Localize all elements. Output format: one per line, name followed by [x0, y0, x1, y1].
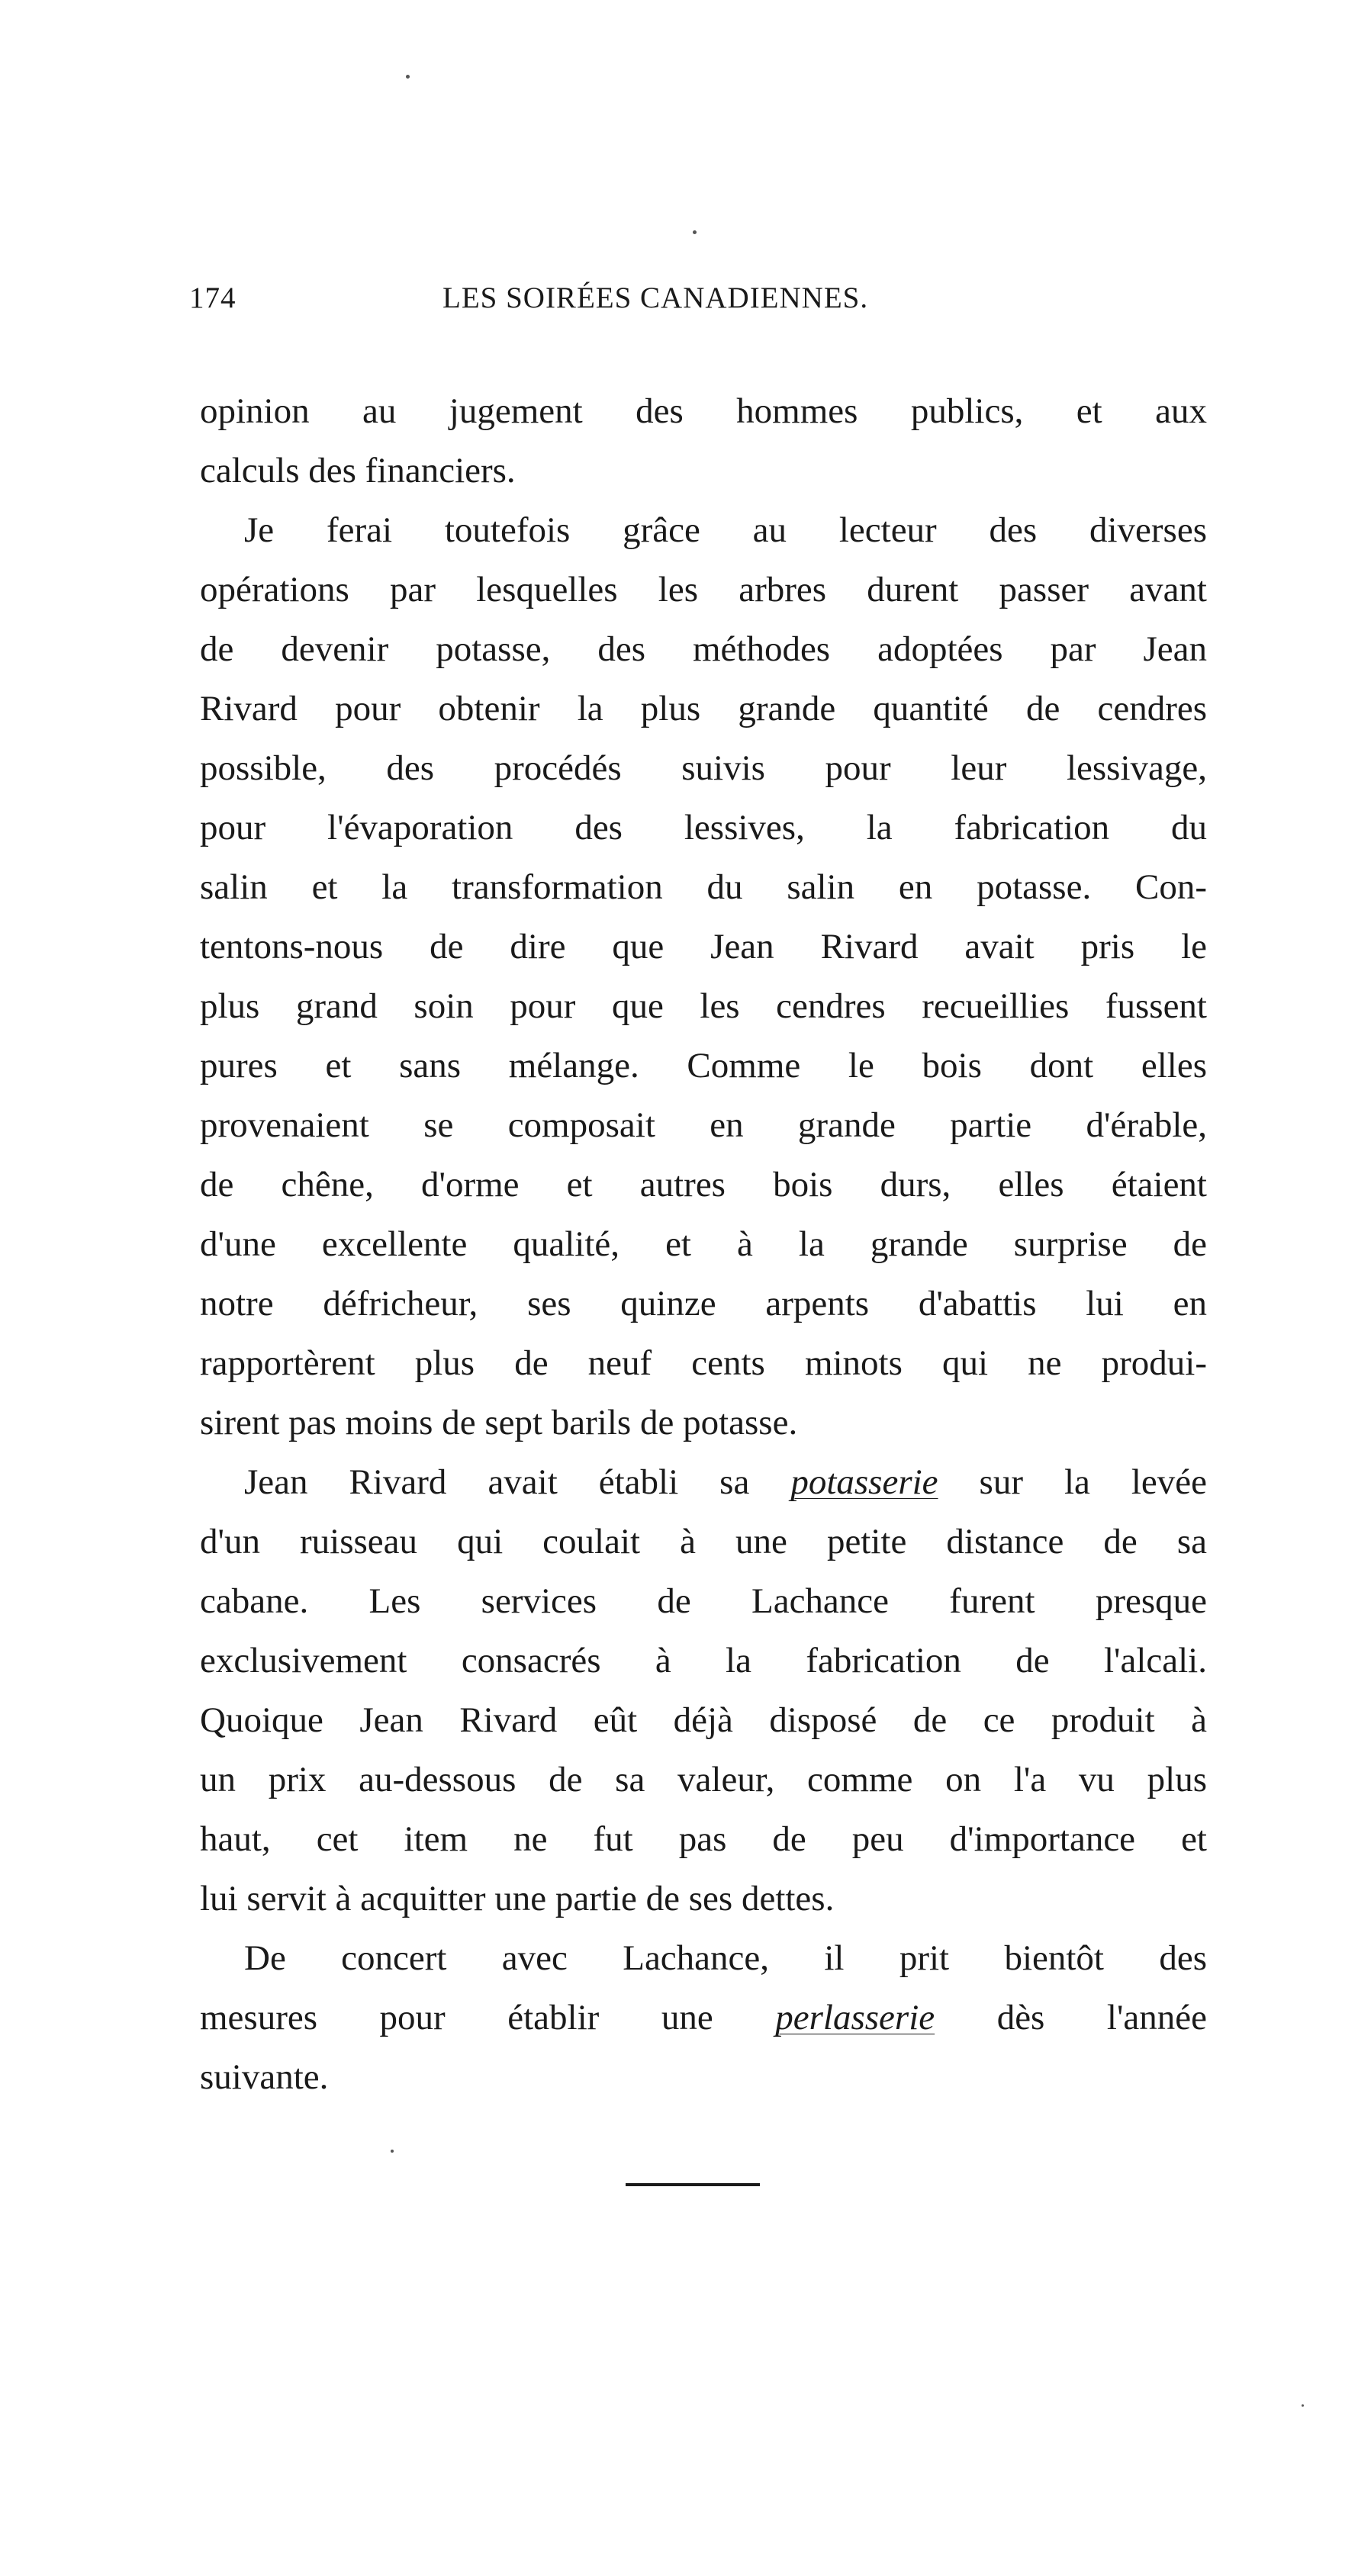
text-line: notre défricheur, ses quinze arpents d'abattis lui en	[200, 1284, 1207, 1323]
paper-speck	[406, 75, 410, 79]
page-header	[189, 281, 1196, 326]
text-line: cabane. Les services de Lachance furent presque	[200, 1581, 1207, 1621]
text-line: suivante.	[200, 2057, 329, 2097]
paper-speck	[1302, 2404, 1304, 2407]
text-fragment: avait établi sa	[488, 1462, 750, 1502]
text-fragment: mesures pour établir une	[200, 1998, 713, 2037]
text-line: pour l'évaporation des lessives, la fabrication du	[200, 808, 1207, 847]
text-line: d'une excellente qualité, et à la grande surprise de	[200, 1224, 1207, 1264]
text-line: pures et sans mélange. Comme le bois dont elles	[200, 1046, 1207, 1085]
text-line: de chêne, d'orme et autres bois durs, elles étaient	[200, 1165, 1207, 1204]
text-line: d'un ruisseau qui coulait à une petite distance de sa	[200, 1522, 1207, 1561]
section-end-rule	[626, 2183, 760, 2186]
paper-speck	[391, 2150, 394, 2153]
text-line: opinion au jugement des hommes publics, et aux	[200, 391, 1207, 431]
italic-term: potasserie	[790, 1462, 938, 1502]
text-line: De concert avec Lachance, il prit bientôt des	[244, 1938, 1207, 1978]
text-line: Quoique Jean Rivard eût déjà disposé de ce produit à	[200, 1700, 1207, 1740]
text-line: de devenir potasse, des méthodes adoptées par Jean	[200, 629, 1207, 669]
paper-speck	[693, 230, 697, 234]
text-line: rapportèrent plus de neuf cents minots qui ne produi-	[200, 1343, 1207, 1383]
page-number: 174	[189, 281, 237, 314]
text-fragment: dès l'année	[996, 1998, 1207, 2037]
text-line: plus grand soin pour que les cendres recueillies fussent	[200, 986, 1207, 1026]
text-line: exclusivement consacrés à la fabrication de l'alcali.	[200, 1641, 1207, 1680]
text-line-mixed	[200, 1452, 1207, 1512]
text-line: Rivard pour obtenir la plus grande quantité de cendres	[200, 689, 1207, 728]
text-line: un prix au-dessous de sa valeur, comme on l'a vu plus	[200, 1760, 1207, 1799]
text-line: Je ferai toutefois grâce au lecteur des diverses	[244, 510, 1207, 550]
italic-term: perlasserie	[775, 1998, 935, 2037]
text-line: calculs des financiers.	[200, 451, 516, 490]
text-line: sirent pas moins de sept barils de potasse.	[200, 1403, 798, 1442]
text-line: lui servit à acquitter une partie de ses dettes.	[200, 1879, 835, 1918]
body-text	[200, 381, 1207, 2107]
text-line: possible, des procédés suivis pour leur lessivage,	[200, 748, 1207, 788]
name-jean-rivard: Jean Rivard	[244, 1462, 447, 1502]
text-line: opérations par lesquelles les arbres durent passer avant	[200, 570, 1207, 609]
text-fragment: sur la levée	[979, 1462, 1208, 1502]
text-line: haut, cet item ne fut pas de peu d'importance et	[200, 1819, 1207, 1859]
text-line: tentons-nous de dire que Jean Rivard avait pris le	[200, 927, 1207, 966]
text-line: provenaient se composait en grande partie d'érable,	[200, 1105, 1207, 1145]
text-line-mixed	[200, 1988, 1207, 2047]
running-title: LES SOIRÉES CANADIENNES.	[442, 281, 869, 314]
text-line: salin et la transformation du salin en potasse. Con-	[200, 867, 1207, 907]
